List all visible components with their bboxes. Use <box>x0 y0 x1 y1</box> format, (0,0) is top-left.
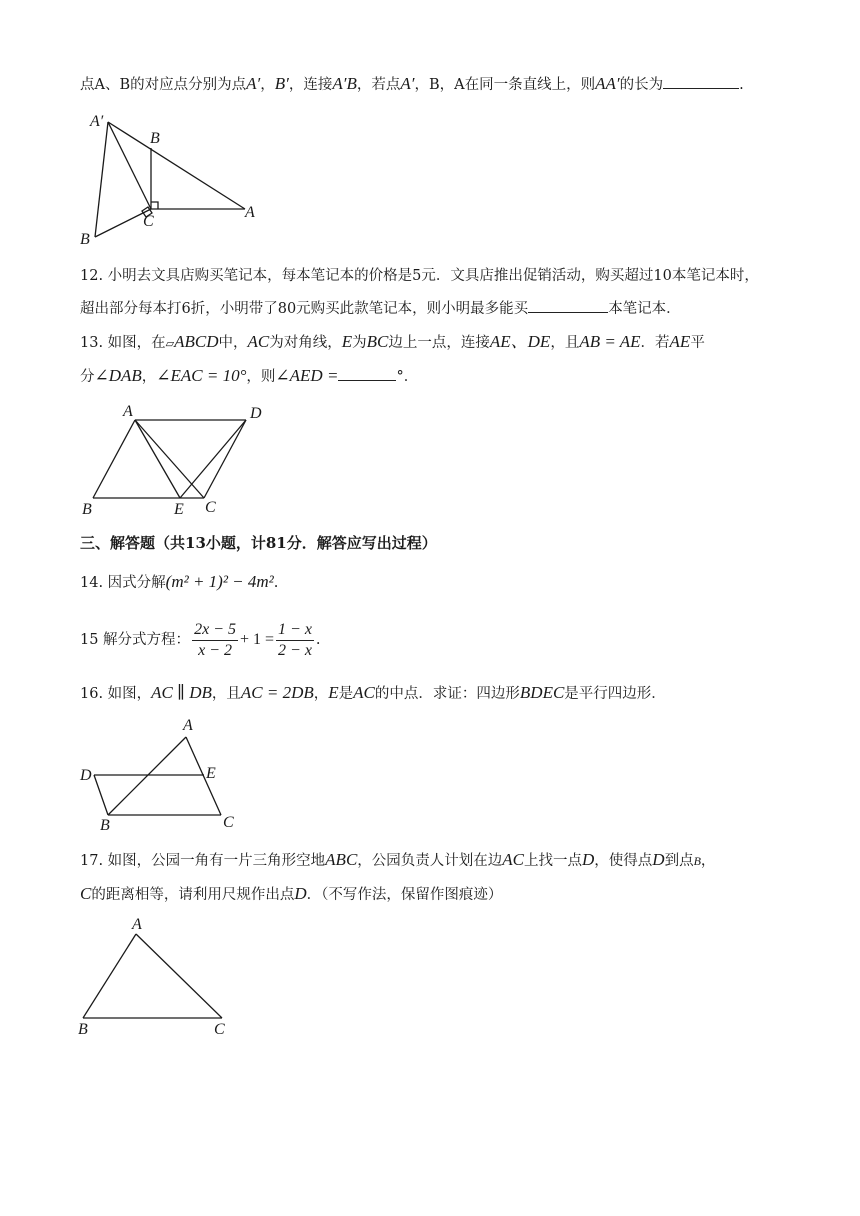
q17-line-1 <box>80 850 715 871</box>
q17-text-5: 到点 <box>664 853 694 869</box>
q16-ac-parallel-db: AC ∥ DB <box>151 683 212 702</box>
q11-text-f: 的长为 <box>619 77 664 93</box>
q16-edge-ba <box>108 737 186 815</box>
q17-label-a: A <box>132 916 142 933</box>
q13-label-d: D <box>250 405 262 422</box>
q17-text-7: 的距离相等，请利用尺规作出点 <box>91 887 295 903</box>
q17-d-3: D <box>294 884 307 903</box>
q13-ac: AC <box>247 332 270 351</box>
q11-label-a-prime: A′ <box>90 113 104 130</box>
q17-figure <box>76 916 246 1038</box>
q16-label-d: D <box>80 767 92 784</box>
q16-figure <box>78 712 248 834</box>
q11-label-a: A <box>245 204 255 221</box>
q13-abcd: ABCD <box>174 332 219 351</box>
q11-answer-blank[interactable] <box>663 74 739 89</box>
q17-d-2: D <box>652 850 665 869</box>
q13-text-4: 为 <box>352 335 367 351</box>
q16-ac: AC <box>353 683 375 702</box>
q14-line <box>80 572 278 593</box>
q13-label-e: E <box>174 501 184 518</box>
q14-prefix: 14. 因式分解 <box>80 575 166 591</box>
parallelogram-icon: ▱ <box>165 337 175 350</box>
q16-label-e: E <box>206 765 216 782</box>
q16-ac-eq-2db: AC = 2DB <box>240 683 314 702</box>
q17-ac: AC <box>502 850 525 869</box>
q13-angle-eac: ∠EAC = 10° <box>156 366 247 385</box>
q12-text-a: 超出部分每本打6折，小明带了80元购买此款笔记本，则小明最多能买 <box>80 301 529 317</box>
q16-line <box>80 683 666 704</box>
q16-text-5: 的中点．求证：四边形 <box>374 686 520 702</box>
q15-numerator-left: 2x − 5 <box>192 620 238 641</box>
q11-a-prime-b: A′B <box>332 74 357 93</box>
q11-right-angle-mark <box>151 202 158 209</box>
q15-numerator-right: 1 − x <box>276 620 314 641</box>
q13-line-1 <box>80 332 705 354</box>
q11-text-b: ， <box>260 77 275 93</box>
q17-abc: ABC <box>325 850 358 869</box>
q17-edge-ab <box>83 934 136 1018</box>
q13-text-5: 边上一点，连接 <box>388 335 490 351</box>
q13-label-a: A <box>123 403 133 420</box>
q13-ab-eq-ae: AB = AE <box>579 332 641 351</box>
q11-text <box>80 74 744 95</box>
q16-text-2: ，且 <box>211 686 241 702</box>
q13-ae-de: AE、DE <box>489 332 551 351</box>
q16-edge-db <box>94 775 108 815</box>
q17-c: C <box>80 884 92 903</box>
q12-line-2 <box>80 298 681 319</box>
q16-text-1: 16. 如图， <box>80 686 152 702</box>
q13-text-8: 平 <box>690 335 705 351</box>
q12-line-1: 12. 小明去文具店购买笔记本，每本笔记本的价格是5元．文具店推出促销活动，购买超过10本笔记本时， <box>80 268 759 284</box>
q11-text-g: . <box>739 77 744 93</box>
q13-edge-de <box>180 420 246 498</box>
q11-edge-aprime-b <box>95 122 108 237</box>
q17-text-6: ， <box>700 853 716 869</box>
q13-text-3: 为对角线， <box>269 335 342 351</box>
q13-angle-aed: ∠AED = <box>275 366 339 385</box>
q17-text-8: ．（不写作法，保留作图痕迹） <box>306 887 503 903</box>
q13-text-2: 中， <box>218 335 248 351</box>
q15-denominator-right: 2 − x <box>278 641 312 659</box>
q13-label-b: B <box>82 501 92 518</box>
q16-label-b: B <box>100 817 110 834</box>
q11-figure <box>78 110 268 250</box>
q15-denominator-left: x − 2 <box>198 641 232 659</box>
q13-text-9: 分 <box>80 369 95 385</box>
q13-ae: AE <box>669 332 691 351</box>
q13-bc: BC <box>366 332 389 351</box>
q16-text-4: 是 <box>338 686 354 702</box>
q13-label-c: C <box>205 499 216 516</box>
q11-a-prime: A′ <box>246 74 261 93</box>
q12-answer-blank[interactable] <box>528 298 608 313</box>
q13-text-7: ．若 <box>640 335 670 351</box>
q11-aa-prime: AA′ <box>595 74 620 93</box>
q11-b-prime: B′ <box>274 74 289 93</box>
q11-text-e: ，B，A在同一条直线上，则 <box>414 77 596 93</box>
q13-edge-ac <box>135 420 204 498</box>
section-3-heading: 三、解答题（共13小题，计81分．解答应写出过程） <box>80 534 437 552</box>
q15-middle: + 1 = <box>239 631 275 648</box>
q13-text-12: °． <box>396 369 419 385</box>
q13-edge-ab <box>93 420 135 498</box>
q16-text-3: ， <box>313 686 329 702</box>
q13-text-10: ， <box>141 369 157 385</box>
q11-edge-aprime-a <box>108 122 245 209</box>
q17-d: D <box>582 850 595 869</box>
q13-line-2 <box>80 366 418 387</box>
q14-suffix: . <box>273 575 279 591</box>
q17-text-4: ，使得点 <box>594 853 653 869</box>
q16-text-6: 是平行四边形． <box>564 686 666 702</box>
q13-figure <box>78 402 278 520</box>
q13-edge-dc <box>204 420 246 498</box>
q11-a-prime-2: A′ <box>400 74 415 93</box>
q17-b: B <box>693 854 701 868</box>
q15-suffix: . <box>315 632 321 648</box>
q16-bdec: BDEC <box>519 683 565 702</box>
q13-e: E <box>341 332 353 351</box>
q17-label-b: B <box>78 1021 88 1038</box>
q15-prefix: 15 解分式方程： <box>80 632 191 648</box>
q11-text-d: ，若点 <box>356 77 401 93</box>
q16-label-a: A <box>183 717 193 734</box>
q17-line-2 <box>80 884 502 905</box>
q13-edge-ae <box>135 420 180 498</box>
q13-text-11: ，则 <box>246 369 276 385</box>
q13-answer-blank[interactable] <box>338 366 396 381</box>
q13-text-1: 13. 如图，在 <box>80 335 166 351</box>
q15-line <box>80 618 321 662</box>
q16-e: E <box>328 683 339 702</box>
q11-label-b-top: B <box>150 130 160 147</box>
q17-text-3: 上找一点 <box>524 853 583 869</box>
q16-label-c: C <box>223 814 234 831</box>
q17-label-c: C <box>214 1021 225 1038</box>
q15-fraction-right <box>276 620 314 661</box>
q14-expression: (m² + 1)² − 4m² <box>165 572 274 591</box>
q11-text-c: ，连接 <box>288 77 333 93</box>
q13-angle-dab: ∠DAB <box>94 366 142 385</box>
q15-fraction-left <box>192 620 238 661</box>
q17-text-1: 17. 如图，公园一角有一片三角形空地 <box>80 853 326 869</box>
q12-text-b: 本笔记本． <box>608 301 681 317</box>
q11-text-a: 点A、B的对应点分别为点 <box>80 77 247 93</box>
q13-text-6: ，且 <box>550 335 580 351</box>
q17-edge-ac <box>136 934 222 1018</box>
q11-label-b-bottom: B <box>80 231 90 248</box>
q11-label-c: C <box>143 213 154 230</box>
q17-text-2: ，公园负责人计划在边 <box>357 853 503 869</box>
